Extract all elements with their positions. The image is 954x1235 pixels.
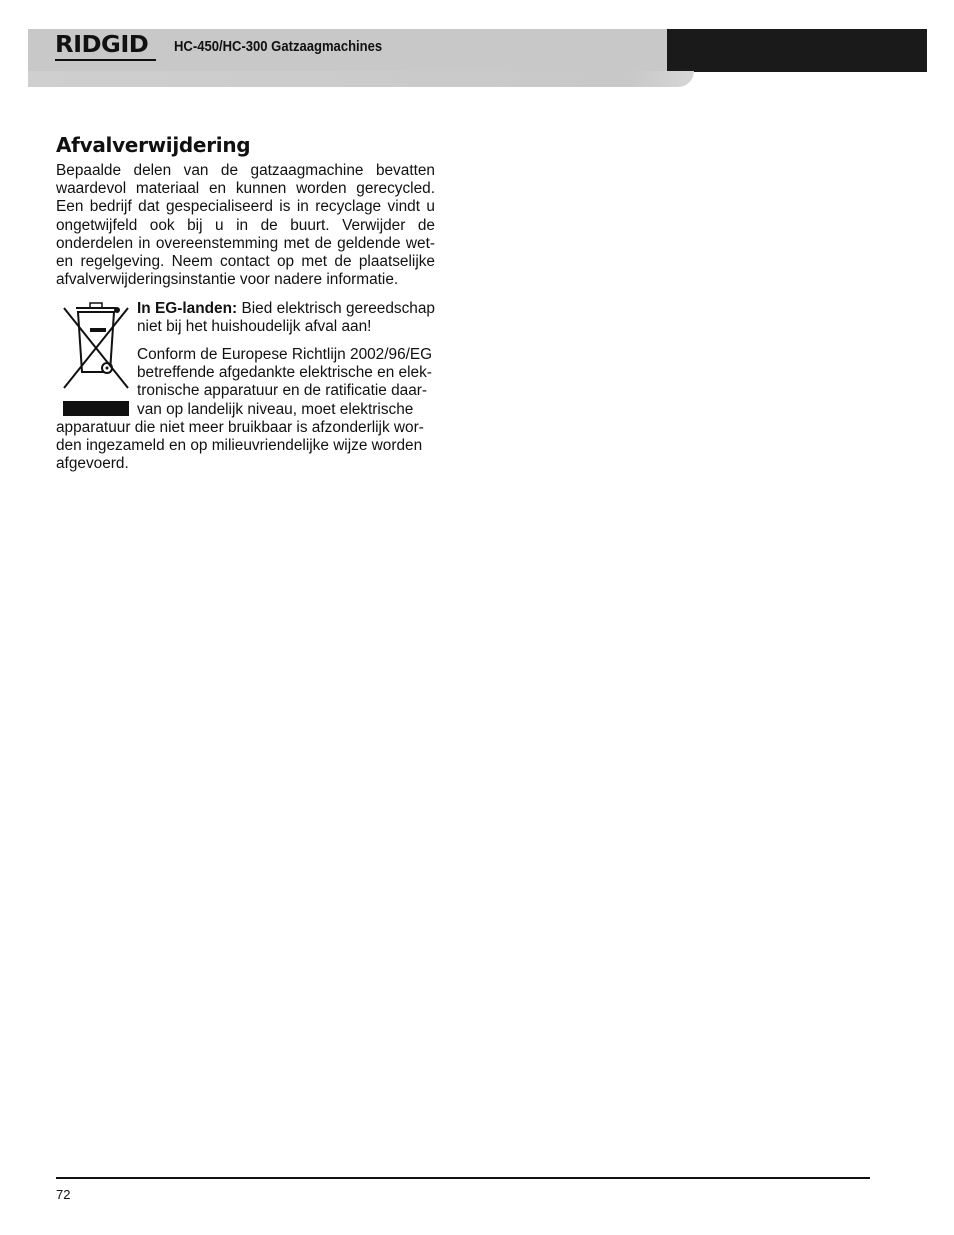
header-shadow xyxy=(28,71,694,87)
eu-label: In EG-landen: xyxy=(137,300,238,317)
paragraph-directive xyxy=(56,346,435,473)
logo-text: RIDGID xyxy=(55,32,149,58)
footer-rule xyxy=(56,1177,870,1179)
directive-line: apparatuur die niet meer bruikbaar is afzonderlijk wor- xyxy=(56,418,424,436)
directive-line: betreffende afgedankte elektrische en elek- xyxy=(137,364,432,382)
paragraph-eu-notice xyxy=(137,300,435,336)
eu-text: Bied elektrisch gereedschap niet bij het huishoudelijk afval aan! xyxy=(137,300,435,336)
directive-line: afgevoerd. xyxy=(56,455,129,473)
directive-line: Conform de Europese Richtlijn 2002/96/EG xyxy=(137,346,433,363)
header-black-tab xyxy=(667,29,927,72)
paragraph-recycling: Bepaalde delen van de gatzaagmachine bevatten waardevol materiaal en kunnen worden gerecycled. Een bedrijf dat gespecialiseerd is in recyclage vindt u ongetwijfeld ook bij u in de buurt. Verwijder de onderdelen in overeenstemming met de geldende wet- en regelgeving. Neem contact op met de plaatselijke afvalverwijderingsinstantie voor nadere informatie. xyxy=(56,162,435,289)
ridgid-logo xyxy=(55,31,159,65)
page-number: 72 xyxy=(56,1187,71,1202)
logo-underline xyxy=(55,59,156,61)
section-title: Afvalverwijdering xyxy=(56,133,251,157)
directive-line: den ingezameld en op milieuvriendelijke wijze worden xyxy=(56,437,423,455)
directive-line: van op landelijk niveau, moet elektrische xyxy=(137,400,414,418)
document-title: HC-450/HC-300 Gatzaagmachines xyxy=(174,39,383,55)
directive-line: tronische apparatuur en de ratificatie daar- xyxy=(137,382,428,400)
